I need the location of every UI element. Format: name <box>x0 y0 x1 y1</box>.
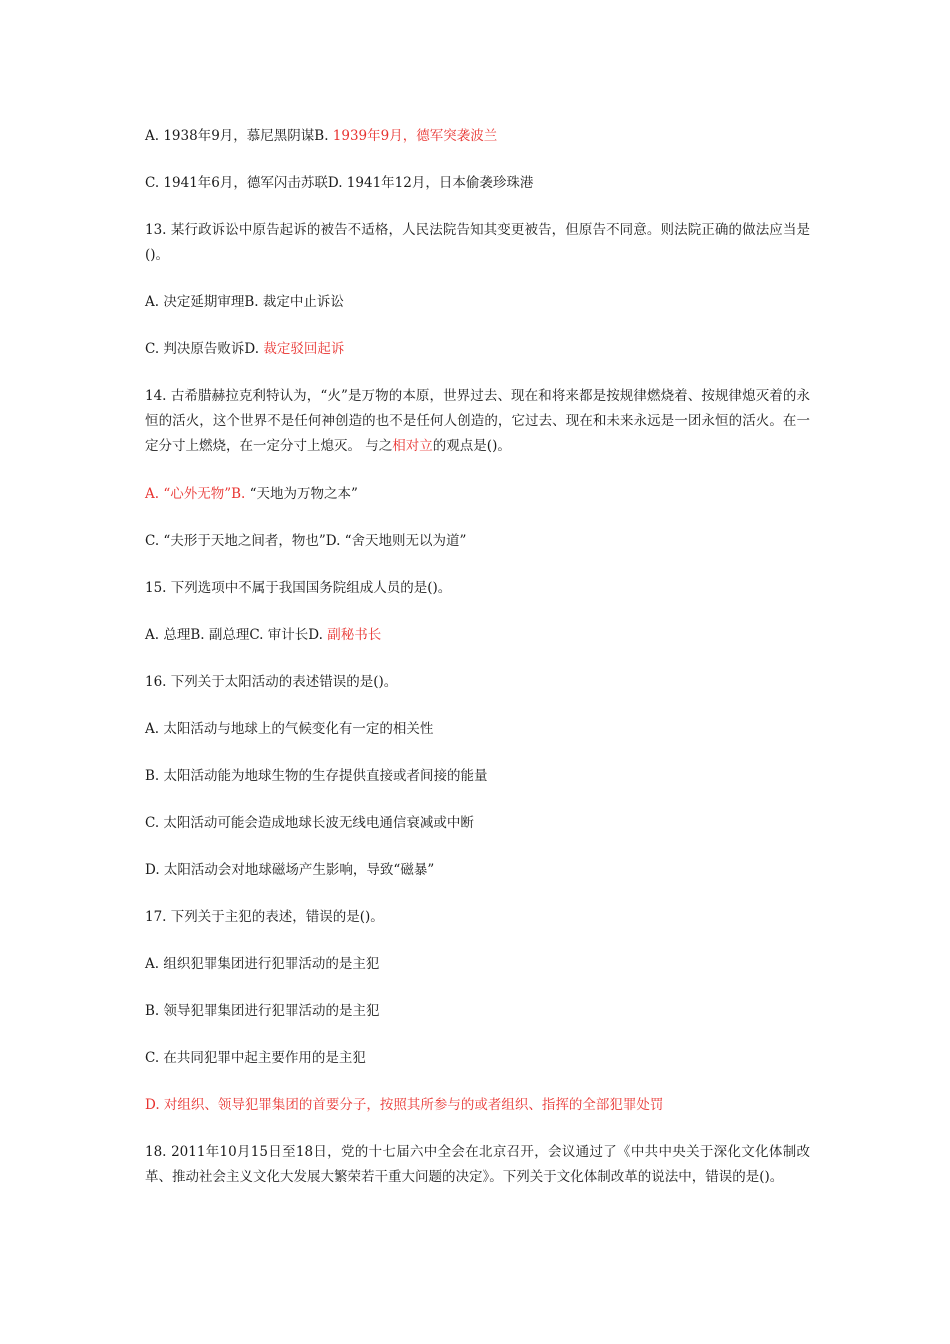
q16-option-c: C. 太阳活动可能会造成地球长波无线电通信衰减或中断 <box>145 815 474 831</box>
q13-option-d-answer: 裁定驳回起诉 <box>263 341 345 357</box>
q16-option-b: B. 太阳活动能为地球生物的生存提供直接或者间接的能量 <box>145 768 488 784</box>
q16-stem: 16. 下列关于太阳活动的表述错误的是()。 <box>145 674 398 690</box>
q16-option-a: A. 太阳活动与地球上的气候变化有一定的相关性 <box>145 721 434 737</box>
q14-stem-highlight: 相对立 <box>392 438 433 454</box>
q16-option-d: D. 太阳活动会对地球磁场产生影响，导致“磁暴” <box>145 862 435 878</box>
q14-stem-text: 14. 古希腊赫拉克利特认为，“火”是万物的本原，世界过去、现在和将来都是按规律燃烧着、按规律熄灭着的永恒的活火，这个世界不是任何神创造的也不是任何人创造的，它过去、现在和未来永远是一团永恒的活火。在一定分寸上燃烧，在一定分寸上熄灭。 与之 <box>145 388 810 454</box>
q17-option-b: B. 领导犯罪集团进行犯罪活动的是主犯 <box>145 1003 380 1019</box>
q18-stem: 18. 2011年10月15日至18日，党的十七届六中全会在北京召开，会议通过了《中共中央关于深化文化体制改革、推动社会主义文化大发展大繁荣若干重大问题的决定》。下列关于文化体制改革的说法中，错误的是()。 <box>145 1144 810 1185</box>
q14-options-ab <box>145 482 810 507</box>
q17-stem: 17. 下列关于主犯的表述，错误的是()。 <box>145 909 384 925</box>
q14-options-cd: C. “夫形于天地之间者，物也”D. “舍天地则无以为道” <box>145 533 467 549</box>
q14-stem-end: 的观点是()。 <box>432 438 511 454</box>
q13-option-c: C. 判决原告败诉D. <box>145 341 264 357</box>
q13-stem: 13. 某行政诉讼中原告起诉的被告不适格，人民法院告知其变更被告，但原告不同意。则法院正确的做法应当是()。 <box>145 222 810 263</box>
q12-options-ab <box>145 124 810 149</box>
q13-options-cd <box>145 337 810 362</box>
q15-option-d-answer: 副秘书长 <box>327 627 382 643</box>
q12-option-a: A. 1938年9月，慕尼黑阴谋B. <box>145 128 333 144</box>
q12-options-cd: C. 1941年6月，德军闪击苏联D. 1941年12月，日本偷袭珍珠港 <box>145 175 534 191</box>
q14-option-a-answer: A. “心外无物”B. <box>145 486 250 502</box>
q13-options-ab: A. 决定延期审理B. 裁定中止诉讼 <box>145 294 344 310</box>
q17-option-d-answer: D. 对组织、领导犯罪集团的首要分子，按照其所参与的或者组织、指挥的全部犯罪处罚 <box>145 1097 664 1113</box>
q15-options-abc: A. 总理B. 副总理C. 审计长D. <box>145 627 328 643</box>
q17-option-a: A. 组织犯罪集团进行犯罪活动的是主犯 <box>145 956 380 972</box>
q15-options <box>145 623 810 648</box>
q12-option-b-answer: 1939年9月，德军突袭波兰 <box>332 128 498 144</box>
q14-option-b: “天地为万物之本” <box>249 486 358 502</box>
q14-stem <box>145 384 810 459</box>
q15-stem: 15. 下列选项中不属于我国国务院组成人员的是()。 <box>145 580 452 596</box>
q17-option-c: C. 在共同犯罪中起主要作用的是主犯 <box>145 1050 366 1066</box>
